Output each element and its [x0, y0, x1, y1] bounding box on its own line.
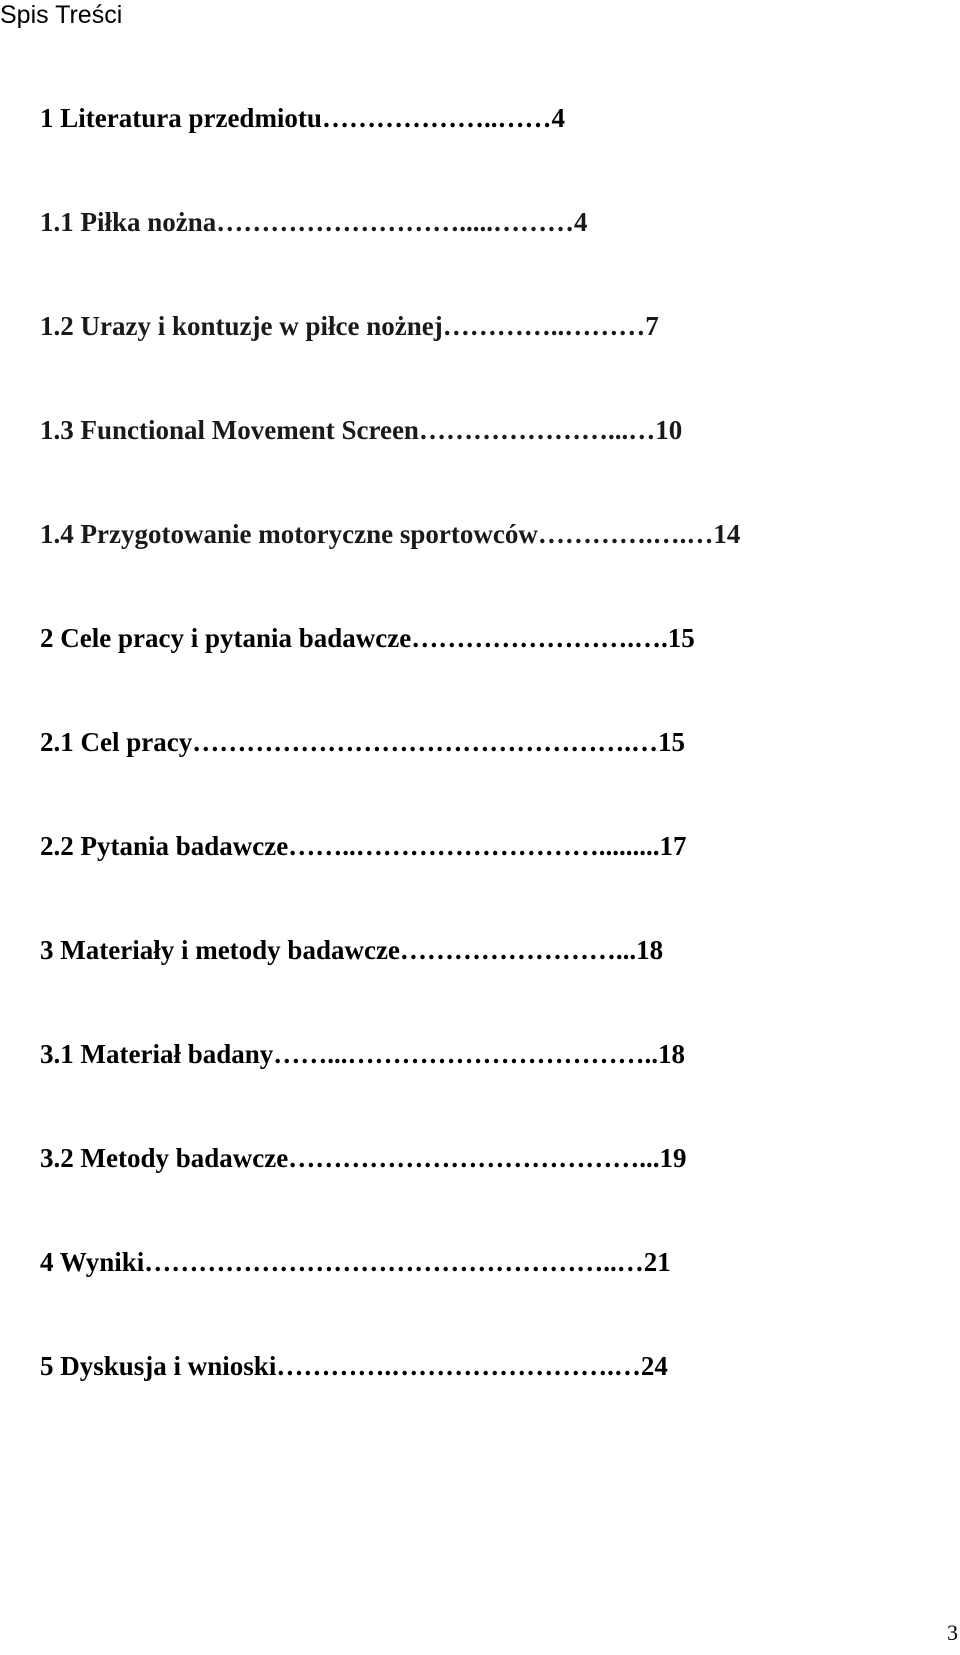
page-number: 3	[947, 1620, 958, 1645]
toc-entry-text: 3 Materiały i metody badawcze……………………...18	[40, 935, 664, 965]
toc-entry-text: 1.4 Przygotowanie motoryczne sportowców………….….…14	[40, 519, 741, 549]
toc-entry-1-3[interactable]	[40, 410, 960, 450]
toc-entry-text: 1 Literatura przedmiotu………………..……4	[40, 103, 565, 133]
toc-entry-text: 2 Cele pracy i pytania badawcze…………………….….15	[40, 623, 695, 653]
toc-entry-text: 3.1 Materiał badany……...……………………………..18	[40, 1039, 685, 1069]
toc-entry-3-1[interactable]	[40, 1034, 960, 1074]
toc-entry-text: 2.1 Cel pracy………………………………………….…15	[40, 727, 685, 757]
toc-entry-3[interactable]	[40, 930, 960, 970]
toc-entry-1[interactable]	[40, 98, 960, 138]
toc-entry-2[interactable]	[40, 618, 960, 658]
toc-entry-text: 1.1 Piłka nożna……………………….....………4	[40, 207, 588, 237]
toc-entry-text: 5 Dyskusja i wnioski………….…………………….…24	[40, 1351, 668, 1381]
toc-entry-3-2[interactable]	[40, 1138, 960, 1178]
toc-entry-text: 1.2 Urazy i kontuzje w piłce nożnej…………..………7	[40, 311, 659, 341]
toc-entry-4[interactable]	[40, 1242, 960, 1282]
toc-entry-1-1[interactable]	[40, 202, 960, 242]
toc-entry-2-1[interactable]	[40, 722, 960, 762]
toc-entry-text: 3.2 Metody badawcze…………………………………...19	[40, 1143, 687, 1173]
toc-entry-1-4[interactable]	[40, 514, 960, 554]
toc-entry-2-2[interactable]	[40, 826, 960, 866]
toc-entry-text: 1.3 Functional Movement Screen…………………...…10	[40, 415, 683, 445]
toc-entry-text: 2.2 Pytania badawcze……..……………………….........17	[40, 831, 687, 861]
toc-entry-1-2[interactable]	[40, 306, 960, 346]
toc-entry-5[interactable]	[40, 1346, 960, 1386]
toc-title: Spis Treści	[0, 1, 123, 29]
toc-entry-text: 4 Wyniki……………………………………………..…21	[40, 1247, 671, 1277]
